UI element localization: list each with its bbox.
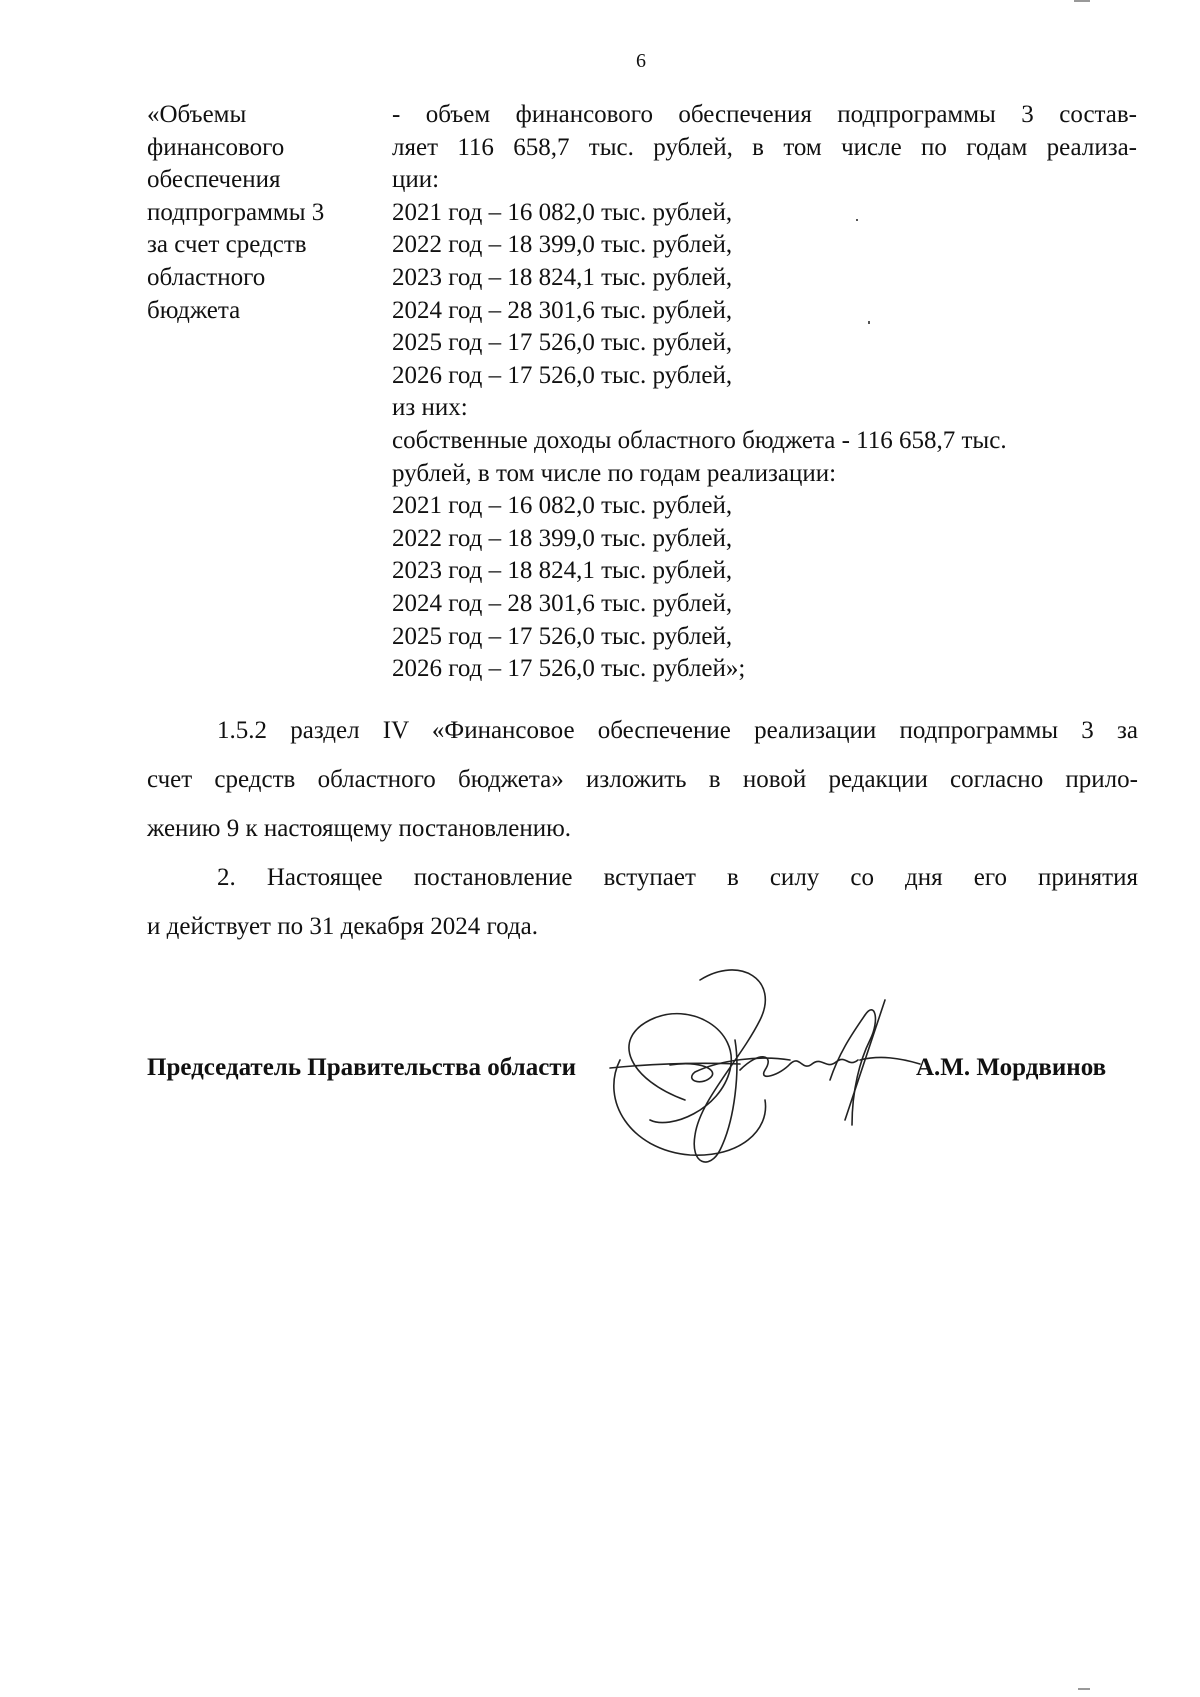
right-line: 2024 год – 28 301,6 тыс. рублей,: [392, 589, 733, 617]
left-line: «Объемы: [147, 101, 247, 128]
scan-speck: [856, 219, 858, 221]
right-line: ляет 116 658,7 тыс. рублей, в том числе по годам реализа-: [392, 133, 1137, 161]
left-line: бюджета: [147, 296, 241, 324]
right-line: 2025 год – 17 526,0 тыс. рублей,: [392, 622, 733, 650]
signatory-title: Председатель Правительства области: [147, 1054, 576, 1081]
right-line: 2023 год – 18 824,1 тыс. рублей,: [392, 557, 733, 585]
table-left-column: [147, 99, 377, 327]
right-line: 2026 год – 17 526,0 тыс. рублей»;: [392, 655, 746, 683]
scan-speck: [1078, 1688, 1090, 1690]
page-number: 6: [636, 50, 646, 72]
left-line: обеспечения: [147, 166, 281, 194]
right-line: 2023 год – 18 824,1 тыс. рублей,: [392, 263, 733, 291]
right-line: собственные доходы областного бюджета - 116 658,7 тыс.: [392, 426, 1007, 454]
scan-speck: [868, 321, 870, 324]
right-line: 2024 год – 28 301,6 тыс. рублей,: [392, 296, 733, 324]
right-line: 2022 год – 18 399,0 тыс. рублей,: [392, 524, 733, 552]
left-line: за счет средств: [147, 231, 307, 259]
paragraph-effective-date: [147, 853, 1138, 951]
paragraph-line: 2. Настоящее постановление вступает в силу со дня его принятия: [217, 864, 1138, 891]
left-line: подпрограммы 3: [147, 198, 325, 226]
right-line: рублей, в том числе по годам реализации:: [392, 459, 837, 487]
paragraph-line: и действует по 31 декабря 2024 года.: [147, 913, 538, 940]
right-line: 2022 год – 18 399,0 тыс. рублей,: [392, 231, 733, 259]
right-line: 2025 год – 17 526,0 тыс. рублей,: [392, 329, 733, 357]
paragraph-line: жению 9 к настоящему постановлению.: [147, 815, 572, 842]
right-line: 2026 год – 17 526,0 тыс. рублей,: [392, 361, 733, 389]
signatory-name: А.М. Мордвинов: [916, 1054, 1107, 1081]
paragraph-line: счет средств областного бюджета» изложить в новой редакции согласно прило-: [147, 766, 1138, 793]
right-line: - объем финансового обеспечения подпрограммы 3 состав-: [392, 101, 1137, 128]
left-line: областного: [147, 263, 266, 291]
left-line: финансового: [147, 133, 285, 161]
right-line: из них:: [392, 394, 468, 422]
right-line: 2021 год – 16 082,0 тыс. рублей,: [392, 198, 733, 226]
right-line: ции:: [392, 166, 440, 194]
paragraph-line: 1.5.2 раздел IV «Финансовое обеспечение реализации подпрограммы 3 за: [217, 717, 1138, 744]
handwritten-signature: [590, 960, 940, 1175]
paragraph-section-iv: [147, 706, 1138, 853]
right-line: 2021 год – 16 082,0 тыс. рублей,: [392, 492, 733, 520]
scan-speck: [1074, 0, 1090, 2]
table-right-column: [392, 99, 1137, 686]
